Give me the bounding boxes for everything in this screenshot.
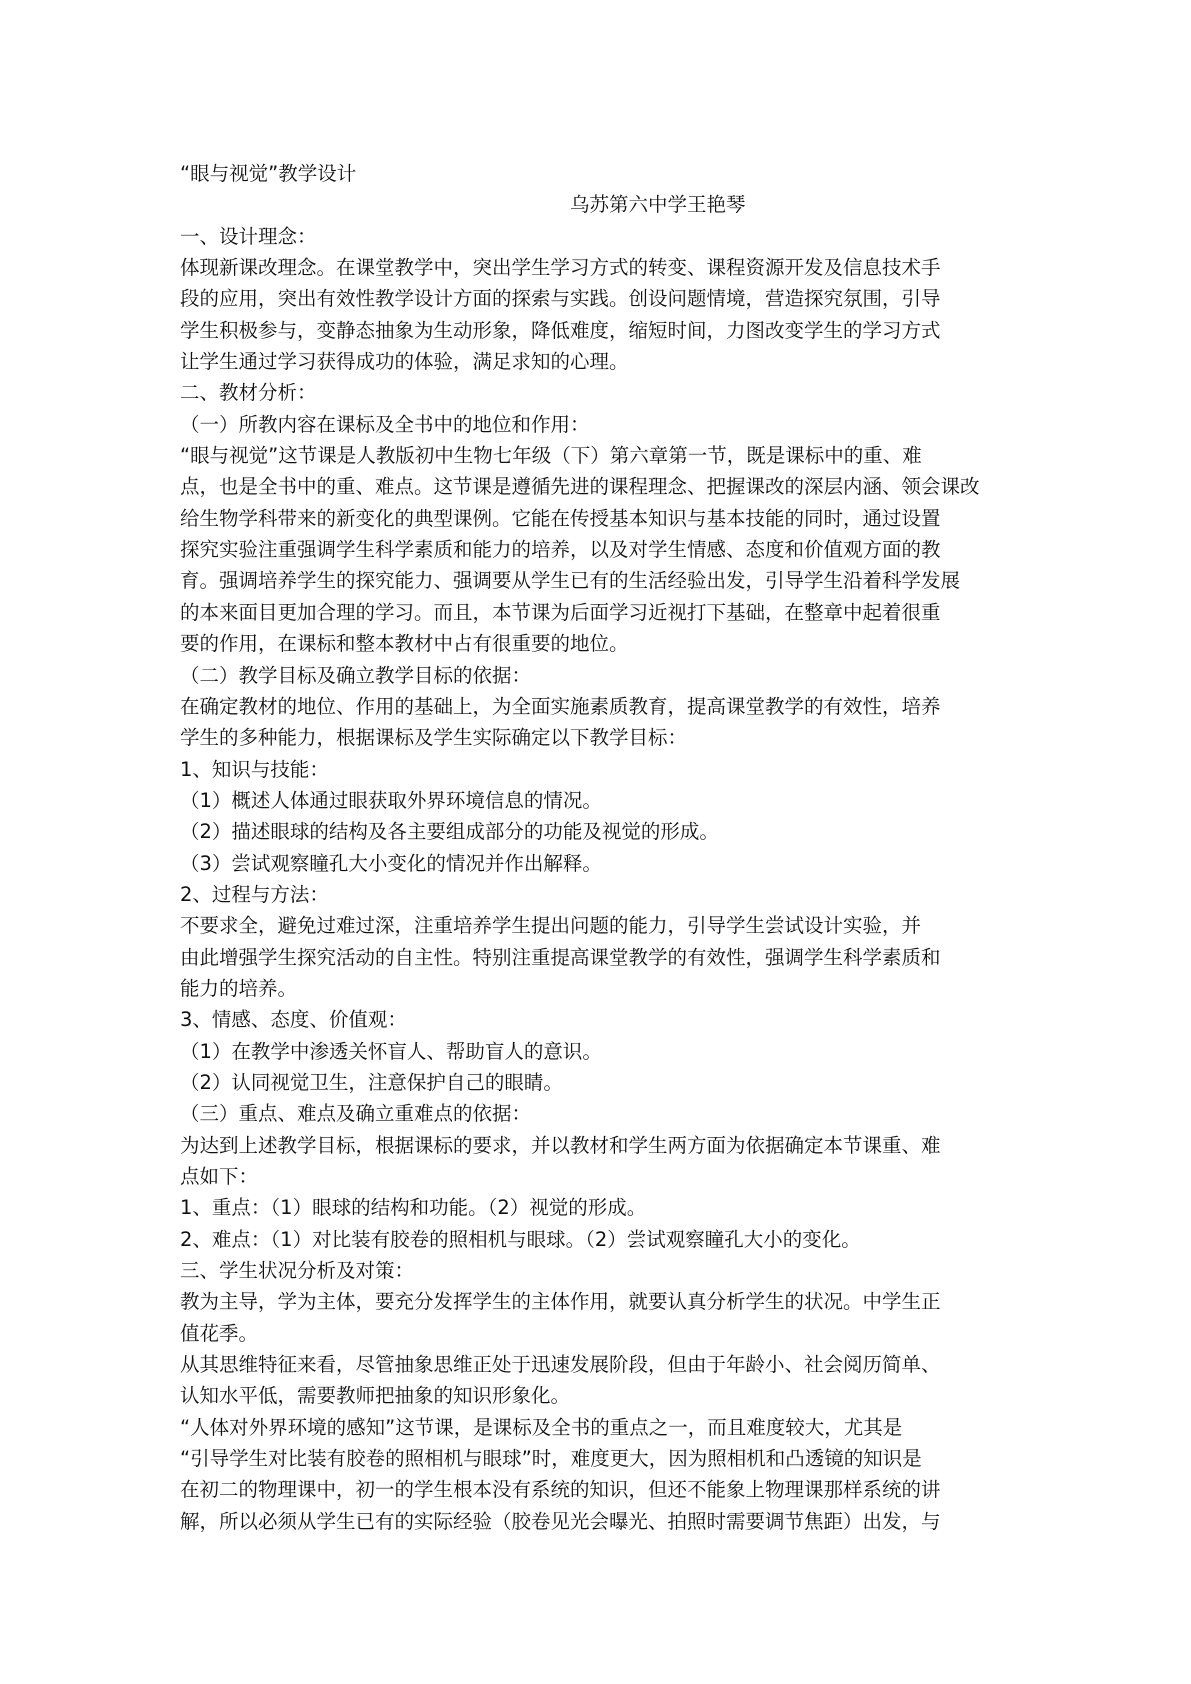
paragraph-line: 在初二的物理课中，初一的学生根本没有系统的知识，但还不能象上物理课那样系统的讲: [180, 1478, 941, 1502]
list-item: （3）尝试观察瞳孔大小变化的情况并作出解释。: [180, 851, 602, 875]
subsection-heading: （一）所教内容在课标及全书中的地位和作用：: [180, 412, 590, 436]
paragraph-line: 学生积极参与，变静态抽象为生动形象，降低难度，缩短时间，力图改变学生的学习方式: [180, 318, 941, 342]
paragraph-line: 体现新课改理念。在课堂教学中，突出学生学习方式的转变、课程资源开发及信息技术手: [180, 256, 941, 280]
paragraph-line: 值花季。: [180, 1321, 259, 1345]
paragraph-line: 认知水平低，需要教师把抽象的知识形象化。: [180, 1384, 571, 1408]
list-item: （1）概述人体通过眼获取外界环境信息的情况。: [180, 788, 602, 812]
paragraph-line: 要的作用，在课标和整本教材中占有很重要的地位。: [180, 632, 629, 656]
subsection-heading: （三）重点、难点及确立重难点的依据：: [180, 1102, 532, 1126]
section-heading: 一、设计理念：: [180, 224, 317, 248]
paragraph-line: 让学生通过学习获得成功的体验，满足求知的心理。: [180, 350, 629, 374]
paragraph-line: 解，所以必须从学生已有的实际经验（胶卷见光会曝光、拍照时需要调节焦距）出发，与: [180, 1509, 941, 1533]
document-body: [180, 158, 1022, 1537]
list-item: （2）描述眼球的结构及各主要组成部分的功能及视觉的形成。: [180, 820, 719, 844]
paragraph-line: 由此增强学生探究活动的自主性。特别注重提高课堂教学的有效性，强调学生科学素质和: [180, 945, 941, 969]
paragraph-line: 给生物学科带来的新变化的典型课例。它能在传授基本知识与基本技能的同时，通过设置: [180, 506, 941, 530]
paragraph-line: 学生的多种能力，根据课标及学生实际确定以下教学目标：: [180, 726, 688, 750]
subsection-heading: （二）教学目标及确立教学目标的依据：: [180, 663, 532, 687]
section-heading: 三、学生状况分析及对策：: [180, 1259, 415, 1283]
list-item: 2、难点：（1）对比装有胶卷的照相机与眼球。（2）尝试观察瞳孔大小的变化。: [180, 1227, 861, 1251]
list-item: 1、重点：（1）眼球的结构和功能。（2）视觉的形成。: [180, 1196, 647, 1220]
paragraph-line: “眼与视觉”这节课是人教版初中生物七年级（下）第六章第一节，既是课标中的重、难: [180, 444, 922, 468]
author-line: 乌苏第六中学王艳琴: [570, 193, 746, 217]
paragraph-line: 教为主导，学为主体，要充分发挥学生的主体作用，就要认真分析学生的状况。中学生正: [180, 1290, 941, 1314]
paragraph-line: 探究实验注重强调学生科学素质和能力的培养，以及对学生情感、态度和价值观方面的教: [180, 538, 941, 562]
paragraph-line: 为达到上述教学目标，根据课标的要求，并以教材和学生两方面为依据确定本节课重、难: [180, 1133, 941, 1157]
paragraph-line: 点如下：: [180, 1165, 259, 1188]
list-heading: 2、过程与方法：: [180, 882, 329, 906]
paragraph-line: 的本来面目更加合理的学习。而且，本节课为后面学习近视打下基础，在整章中起着很重: [180, 600, 941, 624]
list-heading: 1、知识与技能：: [180, 757, 329, 781]
paragraph-line: 从其思维特征来看，尽管抽象思维正处于迅速发展阶段，但由于年龄小、社会阅历简单、: [180, 1353, 941, 1377]
paragraph-line: 不要求全，避免过难过深，注重培养学生提出问题的能力，引导学生尝试设计实验，并: [180, 914, 922, 938]
paragraph-line: 育。强调培养学生的探究能力、强调要从学生已有的生活经验出发，引导学生沿着科学发展: [180, 569, 961, 593]
section-heading: 二、教材分析：: [180, 381, 317, 405]
list-heading: 3、情感、态度、价值观：: [180, 1008, 407, 1032]
list-item: （1）在教学中渗透关怀盲人、帮助盲人的意识。: [180, 1039, 602, 1063]
document-title: “眼与视觉”教学设计: [180, 162, 357, 185]
paragraph-line: 能力的培养。: [180, 976, 298, 1000]
list-item: （2）认同视觉卫生，注意保护自己的眼睛。: [180, 1070, 563, 1094]
paragraph-line: 段的应用，突出有效性教学设计方面的探索与实践。创设问题情境，营造探究氛围，引导: [180, 287, 941, 311]
paragraph-line: “人体对外界环境的感知”这节课，是课标及全书的重点之一，而且难度较大，尤其是: [180, 1415, 903, 1439]
paragraph-line: 在确定教材的地位、作用的基础上，为全面实施素质教育，提高课堂教学的有效性，培养: [180, 694, 941, 718]
paragraph-line: 点，也是全书中的重、难点。这节课是遵循先进的课程理念、把握课改的深层内涵、领会课改: [180, 475, 980, 499]
paragraph-line: “引导学生对比装有胶卷的照相机与眼球”时，难度更大，因为照相机和凸透镜的知识是: [180, 1447, 922, 1471]
